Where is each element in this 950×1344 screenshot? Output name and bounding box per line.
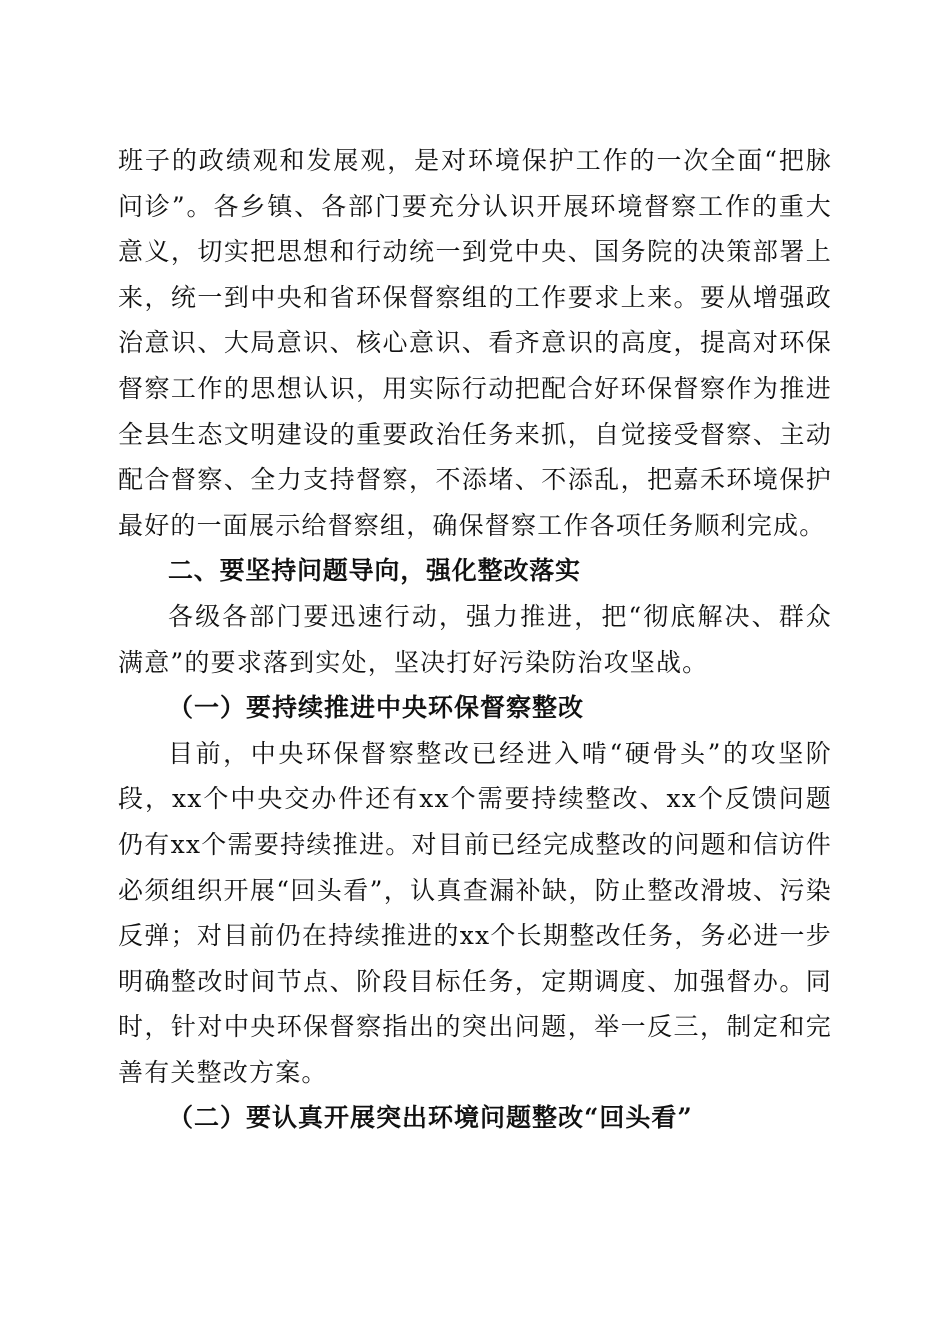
paragraph: 目前，中央环保督察整改已经进入啃“硬骨头”的攻坚阶段，xx个中央交办件还有xx个需要持续整改、xx个反馈问题仍有xx个需要持续推进。对目前已经完成整改的问题和信访件必须组织开展“回头看”，认真查漏补缺，防止整改滑坡、污染反弹；对目前仍在持续推进的xx个长期整改任务，务必进一步明确整改时间节点、阶段目标任务，定期调度、加强督办。同时，针对中央环保督察指出的突出问题，举一反三，制定和完善有关整改方案。: [118, 738, 832, 1087]
subsection-heading: （二）要认真开展突出环境问题整改“回头看”: [168, 1103, 693, 1133]
paragraph: 各级各部门要迅速行动，强力推进，把“彻底解决、群众满意”的要求落到实处，坚决打好污染防治攻坚战。: [118, 601, 832, 677]
section-heading: 二、要坚持问题导向，强化整改落实: [168, 556, 581, 586]
paragraph-continued: 班子的政绩观和发展观，是对环境保护工作的一次全面“把脉问诊”。各乡镇、各部门要充分认识开展环境督察工作的重大意义，切实把思想和行动统一到党中央、国务院的决策部署上来，统一到中央和省环保督察组的工作要求上来。要从增强政治意识、大局意识、核心意识、看齐意识的高度，提高对环保督察工作的思想认识，用实际行动把配合好环保督察作为推进全县生态文明建设的重要政治任务来抓，自觉接受督察、主动配合督察、全力支持督察，不添堵、不添乱，把嘉禾环境保护最好的一面展示给督察组，确保督察工作各项任务顺利完成。: [118, 146, 832, 540]
document-body: [118, 138, 832, 1141]
subsection-heading: （一）要持续推进中央环保督察整改: [168, 693, 585, 723]
